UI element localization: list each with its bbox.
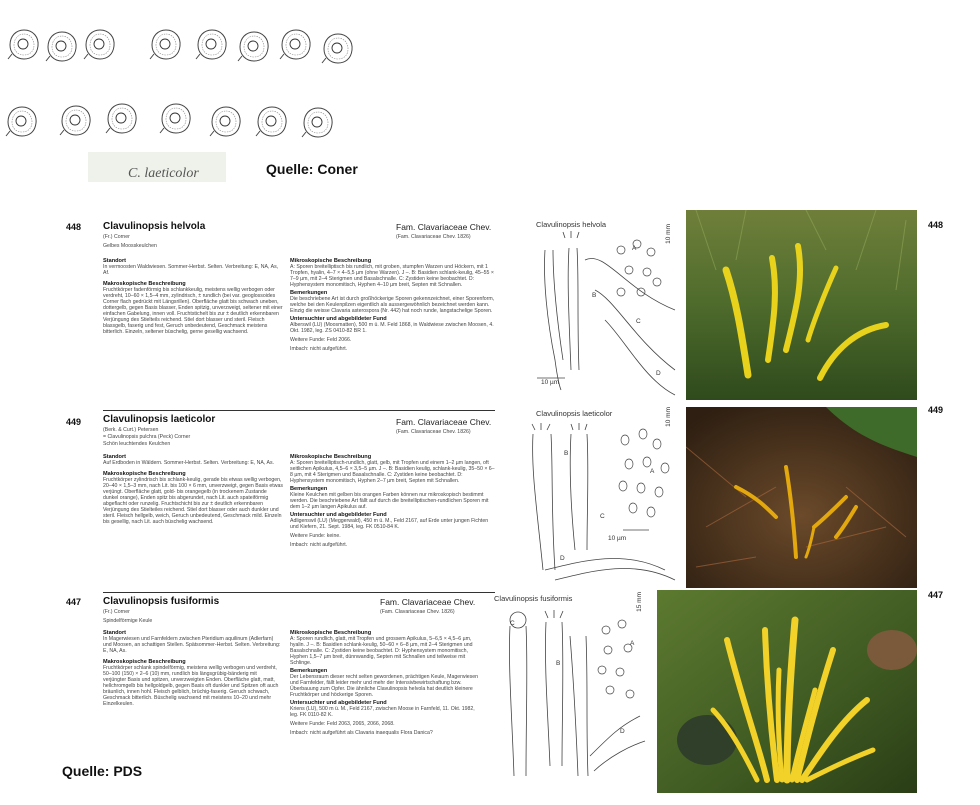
photo-clavulinopsis-laeticolor bbox=[686, 407, 917, 588]
drawing-title: Clavulinopsis fusiformis bbox=[494, 594, 573, 603]
section-heading: Makroskopische Beschreibung bbox=[103, 659, 186, 665]
section-text: Adligenswil (LU) (Meggerwald), 450 m ü. M., Feld 2167, auf Erde unter jungen Fichten und Kiefern, 21. Sept. 1984, leg. FK 0510-84 K. bbox=[290, 518, 489, 530]
drawing-label-d: D bbox=[560, 555, 565, 562]
entry-number: 447 bbox=[66, 597, 82, 607]
entry-number: 448 bbox=[66, 222, 82, 232]
source-label-coner: Quelle: Coner bbox=[266, 161, 358, 177]
entry-family: Fam. Clavariaceae Chev. bbox=[396, 417, 492, 427]
entry-family-sub: (Fam. Clavariaceae Chev. 1826) bbox=[396, 429, 471, 435]
entry-common-name: Schön leuchtendes Keulchen bbox=[103, 441, 171, 447]
entry-title: Clavulinopsis laeticolor bbox=[103, 414, 216, 425]
section-text: Alberswil (LU) (Moosmatten), 500 m ü. M. Feld 1868, in Waldwiese zwischen Moosen, 4. Okt. 1982, leg. ZS 0410-82 BR 1. bbox=[290, 322, 494, 334]
right-column bbox=[290, 256, 495, 352]
section-text: A: Sporen breitelliptisch-rundlich, glatt, gelb, mit Tropfen und einem 1–2 µm langen, oft seitlichen Apikulus, 4,5–6 × 3,5–5 µm. J –. B: Basidien keulig, schlank-keulig, 35–50 × 6–8 µm, mit 4 Sterigmen und Basalschnalle. C: Zystiden keine beobachtet. D: Hyphensystem monomitisch, Hyphen 2–7 µm breit, Septen mit Schnallen. bbox=[290, 460, 495, 484]
entry-title: Clavulinopsis fusiformis bbox=[103, 596, 220, 607]
section-text: In Magerwiesen und Farnfeldern zwischen Pteridium aquilinum (Adlerfarn) und Moosen, an schattigen Stellen. Spätsommer-Herbst. Selten. Verbreitung: E, NA, As. bbox=[103, 636, 281, 654]
drawing-label-a: A bbox=[630, 640, 635, 647]
section-heading: Mikroskopische Beschreibung bbox=[290, 258, 372, 264]
section-text: Die beschriebene Art ist durch großhöckerige Sporen gekennzeichnet, einer Sporenform, welche bei den Keulenpilzen eigentlich als aussergewöhnlich bezeichnet werden kann. Einzig die weisse Clavaria asterospora (Nr. 442) hat noch runde, langstachelige Sporen. bbox=[290, 296, 495, 314]
drawing-label-c: C bbox=[600, 513, 605, 520]
entry-448 bbox=[0, 210, 980, 400]
entry-author: (Fr.) Corner bbox=[103, 609, 130, 615]
section-text: Imbach: nicht aufgeführt. bbox=[290, 346, 348, 352]
section-text: Der Lebensraum dieser recht selten gewordenen, prächtigen Keule, Magerwiesen und Farnfelder, fällt leider mehr und mehr der Intensivbewirtschaftung bzw. Überbauung zum Opfer. Die ähnliche Clavulinopsis helvola hat deutlich kleinere Fruchtkörper und höckerige Sporen. bbox=[290, 674, 479, 698]
entry-common-name: Gelbes Moosskeulchen bbox=[103, 243, 157, 249]
drawing-title: Clavulinopsis helvola bbox=[536, 220, 607, 229]
entry-author: (Berk. & Curt.) Petersen bbox=[103, 427, 159, 433]
section-heading: Untersuchter und abgebildeter Fund bbox=[290, 512, 387, 518]
entry-number: 449 bbox=[66, 417, 82, 427]
drawing-title: Clavulinopsis laeticolor bbox=[536, 409, 613, 418]
section-text: Fruchtkörper schlank spindelförmig, meistens wellig verbogen und verdreht, 50–100 (150) × 2–6 (10) mm, rundlich bis längsgrübig-bänderig mit verjüngter Basis und spitzen, unverzweigten Enden. Oberfläche glatt, matt, hellchromgelb bis hellgoldgelb, gegen Basis oft dunkler und Spitzen oft auch bräunlich, innen hohl. Fleisch gelblich, brüchig-faserig. Geruch schwach, Geschmack bitterlich. Büschelig wachsend mit meistens 10–20 und mehr Einzelkeulen. bbox=[103, 665, 279, 707]
right-column bbox=[290, 452, 495, 548]
section-heading: Makroskopische Beschreibung bbox=[103, 471, 186, 477]
section-text: A: Sporen breitelliptisch bis rundlich, mit groben, stumpfen Warzen und Höckern, mit 1 Tropfen, hyalin, 4–7 × 4–5,5 µm (ohne Warzen). J –. B: Basidien schlank-keulig, 45–55 × 7–9 µm, mit 2–4 Sterigmen und Basalschnalle. C: Zystiden keine beobachtet. D: Hyphensystem monomitisch, Hyphen 4–10 µm breit, Septen mit Schnallen. bbox=[290, 264, 494, 288]
section-text: Weitere Funde: Feld 2066. bbox=[290, 337, 352, 343]
drawing-label-d: D bbox=[656, 370, 661, 377]
section-text: Fruchtkörper fadenförmig bis schlankkeulig, meistens wellig verbogen oder verdreht, 10–60 × 1,5–4 mm, zylindrisch, ± rundlich (bei var. geoglossoides Corner flach gedrückt mit Längsrillen). Oberfläche glatt bis schwach uneben, dottergelb, gegen Basis blasser, Enden spitzig, unverzweigt, seltener mit einer einfachen Gabelung, innen voll. Fruchtstichelt bis zur ± deutlich erkennbaren Verjüngung des Stielteils reichend. Stiel dort blasser und steril. Fleisch blassgelb, faserig und fest, Geruch unbedeutend, Geschmack meistens bitterlich. Einzeln, seltener büschelig, gerne gesellig wachsend. bbox=[103, 287, 283, 335]
entry-447 bbox=[0, 588, 980, 793]
micro-drawing bbox=[525, 420, 685, 585]
section-heading: Bemerkungen bbox=[290, 290, 328, 296]
section-heading: Standort bbox=[103, 454, 126, 460]
photo-clavulinopsis-fusiformis bbox=[657, 590, 917, 793]
section-heading: Mikroskopische Beschreibung bbox=[290, 630, 372, 636]
left-column bbox=[103, 452, 283, 525]
entry-449 bbox=[0, 405, 980, 588]
drawing-label-b: B bbox=[556, 660, 561, 667]
source-label-pds: Quelle: PDS bbox=[62, 763, 143, 779]
scale-label-bottom: 10 µm bbox=[608, 535, 627, 542]
section-text: Kleine Keulchen mit gelben bis orangen Farben können nur mikroskopisch bestimmt werden. Die beschriebene Art fällt auf durch die breitelliptischen-rundlichen Sporen mit dem 1–2 µm langen Apikulus auf. bbox=[290, 492, 489, 510]
drawing-label-c: C bbox=[636, 318, 641, 325]
section-text: Kriens (LU), 500 m ü. M., Feld 2167, zwischen Moose in Farnfeld, 11. Okt. 1982, leg. FK 0110-82 K. bbox=[290, 706, 475, 718]
section-text: Imbach: nicht aufgeführt. bbox=[290, 542, 348, 548]
scale-label-top: 10 mm bbox=[665, 407, 672, 427]
photo-number: 448 bbox=[928, 220, 944, 230]
photo-clavulinopsis-helvola bbox=[686, 210, 917, 400]
photo-number: 449 bbox=[928, 405, 944, 415]
drawing-label-a: A bbox=[632, 245, 637, 252]
left-column bbox=[103, 256, 283, 335]
section-text: Fruchtkörper zylindrisch bis schlank-keulig, gerade bis etwas wellig verbogen, 20–40 × 1,5–3 mm, nach Lit. bis 100 × 6 mm, unverzweigt, gegen Basis etwas verjüngt. Oberfläche glatt, gold- bis orangegelb (in trockenem Zustande dunkel orange), Enden spitz bis abgerundet, nach Lit. auch spateiförmig abgeflacht oder runzelig. Fruchtschicht bis zur ± deutlich erkennbaren Verjüngung des Stielteiles reichend. Stiel dort blasser oder auch dunkler und steril. Fleisch hellgelb, weich, Geruch unbedeutend, Geschmack mild. Einzeln bis gesellig, nach Lit. auch büschelig wachsend. bbox=[103, 477, 283, 525]
section-text: In vermoosten Waldwiesen. Sommer-Herbst. Selten. Verbreitung: E, NA, As, Af. bbox=[103, 264, 279, 276]
entry-common-name: Spindelförmige Keule bbox=[103, 618, 153, 624]
entry-divider bbox=[103, 410, 495, 411]
drawing-label-c: C bbox=[510, 620, 515, 627]
section-heading: Bemerkungen bbox=[290, 668, 328, 674]
section-text: Weitere Funde: Feld 2063, 2065, 2066, 2068. bbox=[290, 721, 395, 727]
section-text: Imbach: nicht aufgeführt als Clavaria inaequalis Flora Danica? bbox=[290, 730, 433, 736]
section-heading: Mikroskopische Beschreibung bbox=[290, 454, 372, 460]
right-column bbox=[290, 628, 482, 736]
micro-drawing bbox=[490, 606, 650, 791]
scale-label-bottom: 10 µm bbox=[541, 379, 560, 386]
section-heading: Standort bbox=[103, 258, 126, 264]
section-heading: Untersuchter und abgebildeter Fund bbox=[290, 316, 387, 322]
section-heading: Standort bbox=[103, 630, 126, 636]
section-heading: Bemerkungen bbox=[290, 486, 328, 492]
section-heading: Makroskopische Beschreibung bbox=[103, 281, 186, 287]
section-heading: Untersuchter und abgebildeter Fund bbox=[290, 700, 387, 706]
species-caption: C. laeticolor bbox=[128, 166, 199, 181]
entry-title: Clavulinopsis helvola bbox=[103, 221, 206, 232]
spore-illustration bbox=[0, 0, 360, 160]
entry-family-sub: (Fam. Clavariaceae Chev. 1826) bbox=[380, 609, 455, 615]
entry-family: Fam. Clavariaceae Chev. bbox=[380, 597, 476, 607]
left-column bbox=[103, 628, 281, 707]
section-text: Auf Erdboden in Wäldern. Sommer-Herbst. Selten. Verbreitung: E, NA, As. bbox=[103, 460, 274, 466]
entry-author-synonym: = Clavulinopsis pulchra (Peck) Corner bbox=[103, 434, 191, 440]
photo-number: 447 bbox=[928, 590, 944, 600]
entry-author: (Fr.) Corner bbox=[103, 234, 130, 240]
spore-drawings-coner bbox=[0, 0, 360, 160]
scale-label-top: 10 mm bbox=[665, 224, 672, 244]
drawing-label-a: A bbox=[650, 468, 655, 475]
section-text: Weitere Funde: keine. bbox=[290, 533, 341, 539]
scale-label-top: 15 mm bbox=[636, 592, 643, 612]
entry-family: Fam. Clavariaceae Chev. bbox=[396, 222, 492, 232]
drawing-label-d: D bbox=[620, 728, 625, 735]
entry-divider bbox=[103, 592, 495, 593]
micro-drawing bbox=[525, 230, 685, 400]
drawing-label-b: B bbox=[592, 292, 597, 299]
section-text: A: Sporen rundlich, glatt, mit Tropfen und grossem Apikulus, 5–6,5 × 4,5–6 µm, hyalin. J –. B: Basidien schlank-keulig, 50–60 × 6–8 µm, mit 2–4 Sterigmen und Basalschnalle. C: Zystiden keine beobachtet. D: Hyphensystem monomitisch, Hyphen 1,5–7 µm breit, dünnwandig, Septen mit Schnallen und teilweise mit Schlinge. bbox=[290, 636, 473, 666]
drawing-label-b: B bbox=[564, 450, 569, 457]
entry-family-sub: (Fam. Clavariaceae Chev. 1826) bbox=[396, 234, 471, 240]
